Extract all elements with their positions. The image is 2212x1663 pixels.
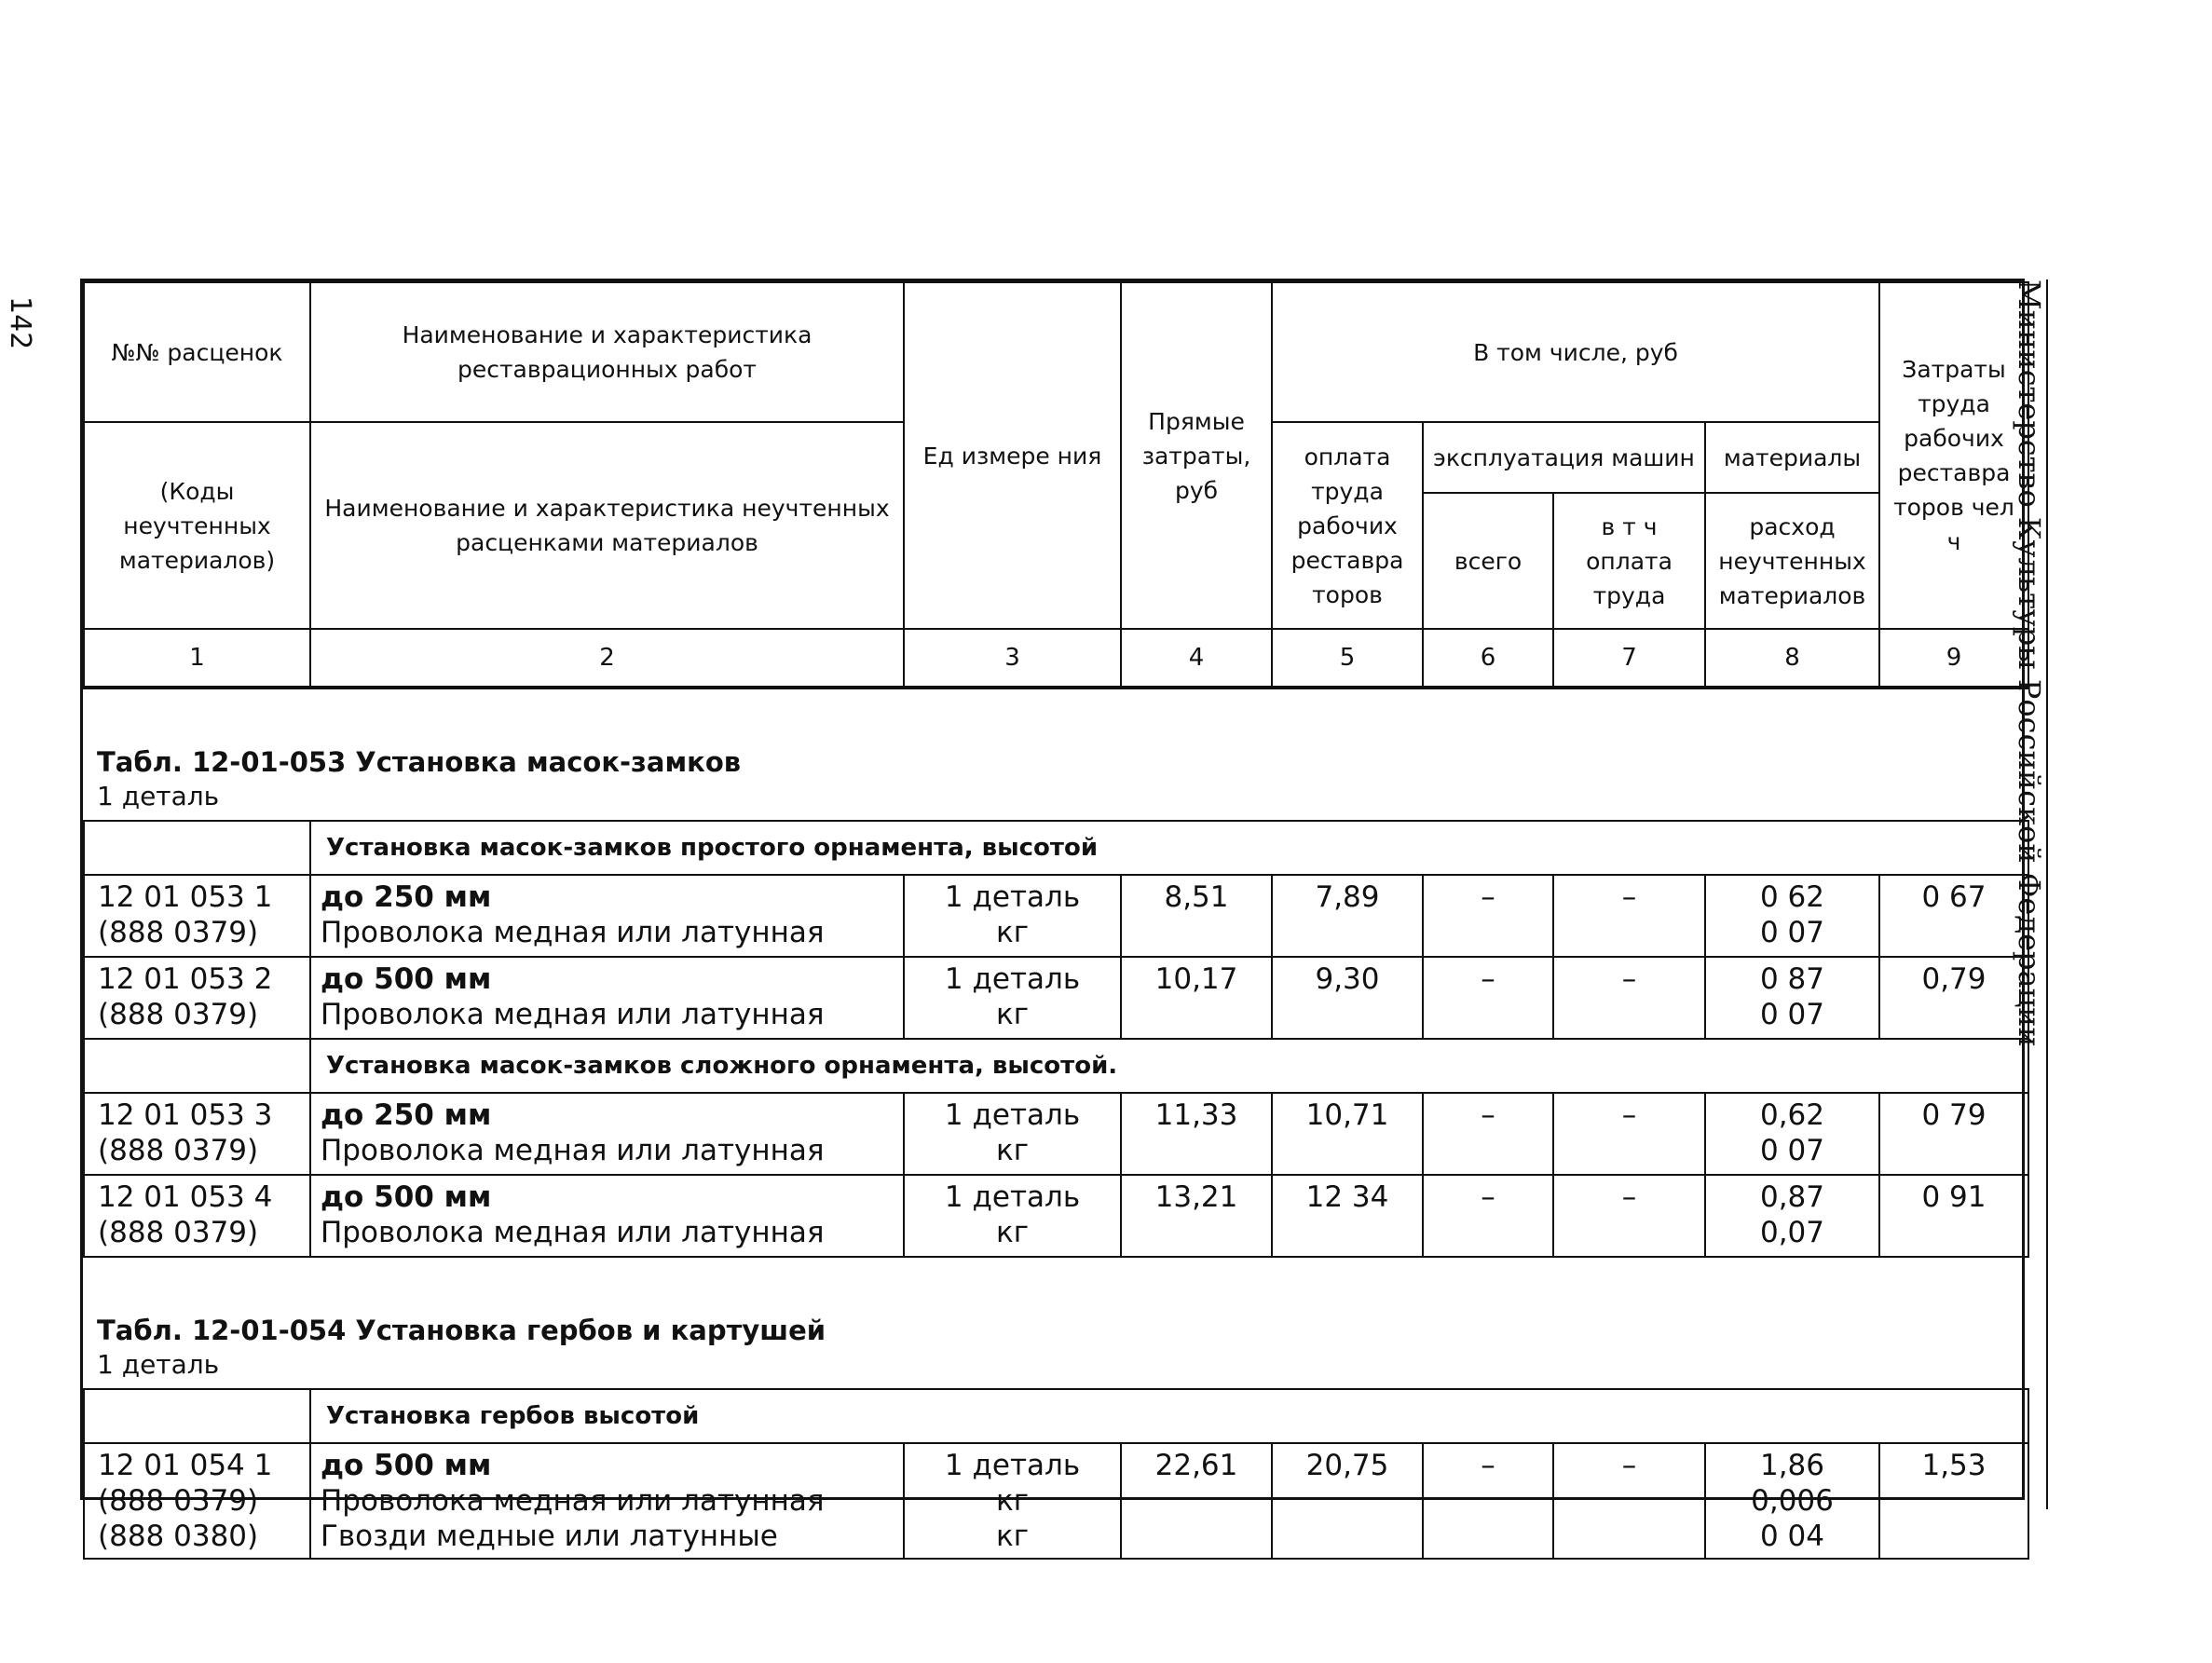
machines-total: – <box>1423 875 1553 957</box>
direct-cost: 11,33 <box>1121 1093 1272 1175</box>
labor-cost: 20,75 <box>1272 1443 1423 1559</box>
table-row <box>84 875 2028 957</box>
column-number: 9 <box>1879 629 2028 688</box>
column-number: 5 <box>1272 629 1423 688</box>
rate-code: 12 01 053 1 <box>98 880 273 914</box>
material-name: Проволока медная или латунная <box>321 1134 825 1167</box>
col5-header: оплата труда рабочих реставра торов <box>1272 422 1423 629</box>
direct-cost: 13,21 <box>1121 1175 1272 1257</box>
table-row <box>84 957 2028 1039</box>
column-number: 2 <box>310 629 904 688</box>
column-number: 6 <box>1423 629 1553 688</box>
consumption: 0 07 <box>1759 1134 1825 1167</box>
column-number: 7 <box>1553 629 1705 688</box>
unit: 1 деталь <box>944 1098 1081 1132</box>
page-number: 142 <box>4 296 36 350</box>
rate-code: 12 01 053 3 <box>98 1098 273 1132</box>
table-row <box>84 1093 2028 1175</box>
section-title: Табл. 12-01-053 Установка масок-замков <box>97 746 742 778</box>
material-name: Проволока медная или латунная <box>321 998 825 1031</box>
unit: 1 деталь <box>944 962 1081 996</box>
material-code: (888 0379) <box>98 1484 259 1518</box>
col8-header: расход неучтенных материалов <box>1705 493 1879 629</box>
rate-code: 12 01 054 1 <box>98 1449 273 1482</box>
group-label: Установка гербов высотой <box>310 1389 2028 1443</box>
column-number: 4 <box>1121 629 1272 688</box>
table-row <box>84 1175 2028 1257</box>
group-header: В том числе, руб <box>1272 282 1879 422</box>
labor-cost: 7,89 <box>1272 875 1423 957</box>
col2-top-header: Наименование и характеристика реставрационных работ <box>310 282 904 422</box>
direct-cost: 8,51 <box>1121 875 1272 957</box>
section-title: Табл. 12-01-054 Установка гербов и картушей <box>97 1315 826 1346</box>
group-row <box>84 1039 2028 1093</box>
section-unit: 1 деталь <box>97 781 220 811</box>
col9-header: Затраты труда рабочих реставра торов чел ч <box>1879 282 2028 629</box>
unit: 1 деталь <box>944 880 1081 914</box>
labor-hours: 0 67 <box>1879 875 2028 957</box>
material-code: (888 0379) <box>98 916 259 949</box>
unit: кг <box>995 916 1029 949</box>
consumption: 0,87 <box>1759 1180 1825 1214</box>
machines-labor: – <box>1553 875 1705 957</box>
unit: кг <box>995 1520 1029 1553</box>
unit: кг <box>995 1484 1029 1518</box>
direct-cost: 22,61 <box>1121 1443 1272 1559</box>
column-numbers-row <box>84 629 2028 688</box>
materials-header: материалы <box>1705 422 1879 493</box>
rate-code: 12 01 053 2 <box>98 962 273 996</box>
work-name: до 250 мм <box>321 1098 492 1132</box>
table-row <box>84 1443 2028 1559</box>
col1-bottom-header: (Коды неучтенных материалов) <box>84 422 310 629</box>
unit: кг <box>995 1134 1029 1167</box>
consumption: 0 87 <box>1759 962 1825 996</box>
col6-header: всего <box>1423 493 1553 629</box>
labor-hours: 1,53 <box>1879 1443 2028 1559</box>
rates-table <box>83 281 2029 1560</box>
consumption: 0 07 <box>1759 998 1825 1031</box>
unit: кг <box>995 998 1029 1031</box>
machines-total: – <box>1423 1443 1553 1559</box>
labor-hours: 0 91 <box>1879 1175 2028 1257</box>
material-code: (888 0380) <box>98 1520 259 1553</box>
column-number: 8 <box>1705 629 1879 688</box>
machines-labor: – <box>1553 1175 1705 1257</box>
work-name: до 500 мм <box>321 962 492 996</box>
consumption: 1,86 <box>1759 1449 1825 1482</box>
machines-labor: – <box>1553 957 1705 1039</box>
material-code: (888 0379) <box>98 1134 259 1167</box>
machines-labor: – <box>1553 1443 1705 1559</box>
col4-header: Прямые затраты, руб <box>1121 282 1272 629</box>
section-title-row <box>84 1257 2028 1389</box>
col3-header: Ед измере ния <box>904 282 1121 629</box>
section-unit: 1 деталь <box>97 1349 220 1380</box>
side-title: Министерство Культуры Российской Федерации <box>2012 279 2047 1047</box>
consumption: 0,62 <box>1759 1098 1825 1132</box>
col7-header: в т ч оплата труда <box>1553 493 1705 629</box>
side-rule <box>2046 279 2048 1509</box>
direct-cost: 10,17 <box>1121 957 1272 1039</box>
group-label: Установка масок-замков простого орнамента, высотой <box>310 821 2028 875</box>
labor-cost: 12 34 <box>1272 1175 1423 1257</box>
material-code: (888 0379) <box>98 1216 259 1249</box>
work-name: до 500 мм <box>321 1449 492 1482</box>
machines-total: – <box>1423 1093 1553 1175</box>
consumption: 0 62 <box>1759 880 1825 914</box>
consumption: 0 04 <box>1759 1520 1825 1553</box>
work-name: до 250 мм <box>321 880 492 914</box>
labor-hours: 0 79 <box>1879 1093 2028 1175</box>
material-name: Проволока медная или латунная Гвозди медные или латунные <box>321 1484 825 1553</box>
machines-labor: – <box>1553 1093 1705 1175</box>
consumption: 0,07 <box>1759 1216 1825 1249</box>
unit: 1 деталь <box>944 1180 1081 1214</box>
unit: 1 деталь <box>944 1449 1081 1482</box>
labor-hours: 0,79 <box>1879 957 2028 1039</box>
machines-total: – <box>1423 1175 1553 1257</box>
col1-top-header: №№ расценок <box>84 282 310 422</box>
column-number: 3 <box>904 629 1121 688</box>
group-row <box>84 821 2028 875</box>
consumption: 0,006 <box>1751 1484 1834 1518</box>
group-row <box>84 1389 2028 1443</box>
column-number: 1 <box>84 629 310 688</box>
rate-code: 12 01 053 4 <box>98 1180 273 1214</box>
labor-cost: 9,30 <box>1272 957 1423 1039</box>
material-code: (888 0379) <box>98 998 259 1031</box>
unit: кг <box>995 1216 1029 1249</box>
labor-cost: 10,71 <box>1272 1093 1423 1175</box>
group-label: Установка масок-замков сложного орнамента, высотой. <box>310 1039 2028 1093</box>
section-title-row <box>84 688 2028 821</box>
machines-total: – <box>1423 957 1553 1039</box>
material-name: Проволока медная или латунная <box>321 916 825 949</box>
machines-header: эксплуатация машин <box>1423 422 1705 493</box>
work-name: до 500 мм <box>321 1180 492 1214</box>
consumption: 0 07 <box>1759 916 1825 949</box>
col2-bottom-header: Наименование и характеристика неучтенных расценками материалов <box>310 422 904 629</box>
material-name: Проволока медная или латунная <box>321 1216 825 1249</box>
rates-table-frame <box>80 279 2025 1553</box>
